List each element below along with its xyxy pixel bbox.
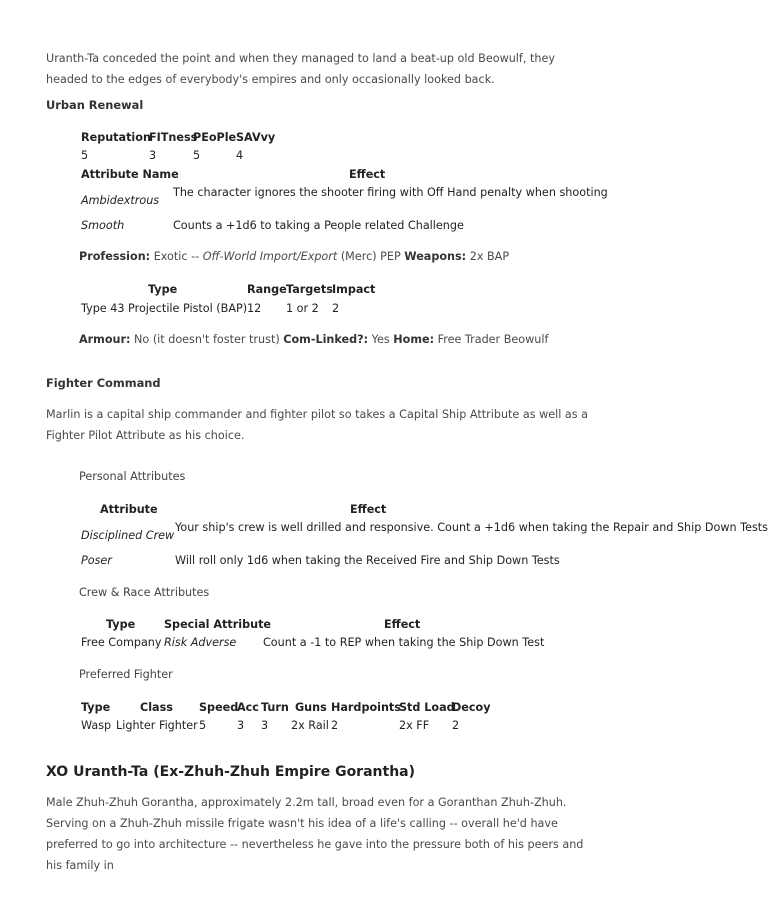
crew-race-heading: Crew & Race Attributes bbox=[79, 586, 210, 599]
personal-effect-poser: Will roll only 1d6 when taking the Received Fire and Ship Down Tests bbox=[175, 554, 560, 567]
weapon-targets: 1 or 2 bbox=[286, 302, 319, 315]
xo-heading: XO Uranth-Ta (Ex-Zhuh-Zhuh Empire Gorantha) bbox=[46, 764, 416, 780]
pref-header-hardpoints: Hardpoints bbox=[331, 701, 401, 714]
crew-header-special: Special Attribute bbox=[164, 618, 272, 631]
stat-header-people: PEoPle bbox=[193, 131, 237, 144]
personal-effect-disciplined-crew: Your ship's crew is well drilled and responsive. Count a +1d6 when taking the Repair and Ship Down Tests bbox=[175, 521, 768, 534]
pref-header-std-load: Std Load bbox=[399, 701, 455, 714]
stat-value-fitness: 3 bbox=[149, 149, 157, 162]
weapon-header-impact: Impact bbox=[332, 283, 376, 296]
stat-value-reputation: 5 bbox=[81, 149, 89, 162]
crew-effect: Count a -1 to REP when taking the Ship Down Test bbox=[263, 636, 545, 649]
stat-header-reputation: Reputation bbox=[81, 131, 151, 144]
profession-value: Exotic -- bbox=[153, 250, 200, 263]
personal-header-effect: Effect bbox=[350, 503, 387, 516]
pref-hardpoints: 2 bbox=[331, 719, 339, 732]
fighter-command-heading: Fighter Command bbox=[46, 376, 161, 390]
pref-header-acc: Acc bbox=[237, 701, 259, 714]
stat-header-savvy: SAVvy bbox=[236, 131, 276, 144]
attr-header-effect: Effect bbox=[349, 168, 386, 181]
pref-header-class: Class bbox=[140, 701, 173, 714]
stat-value-people: 5 bbox=[193, 149, 201, 162]
weapon-type: Type 43 Projectile Pistol (BAP) bbox=[81, 302, 248, 315]
weapon-impact: 2 bbox=[332, 302, 340, 315]
weapons-value: 2x BAP bbox=[469, 250, 510, 263]
intro-paragraph: Uranth-Ta conceded the point and when they managed to land a beat-up old Beowulf, they headed to the edges of everybody's empires and only occasionally looked back. bbox=[46, 52, 555, 86]
pref-decoy: 2 bbox=[452, 719, 460, 732]
comlinked-value: Yes bbox=[371, 333, 390, 346]
crew-header-effect: Effect bbox=[384, 618, 421, 631]
stat-header-fitness: FITness bbox=[149, 131, 198, 144]
personal-header-attribute: Attribute bbox=[100, 503, 158, 516]
profession-italic: Off-World Import/Export bbox=[202, 250, 338, 263]
pref-header-type: Type bbox=[81, 701, 111, 714]
profession-line bbox=[79, 250, 509, 263]
fighter-paragraph: Marlin is a capital ship commander and fighter pilot so takes a Capital Ship Attribute as well as a Fighter Pilot Attribute as his choice. bbox=[46, 408, 589, 442]
xo-paragraph: Male Zhuh-Zhuh Gorantha, approximately 2.2m tall, broad even for a Goranthan Zhuh-Zhuh. Serving on a Zhuh-Zhuh missile frigate wasn't his idea of a life's calling -- overall he'd have preferred to go into architecture -- nevertheless he gave into the pressure both of his peers and his family in bbox=[46, 796, 584, 872]
pref-acc: 3 bbox=[237, 719, 245, 732]
pref-class: Lighter Fighter bbox=[116, 719, 198, 732]
pref-turn: 3 bbox=[261, 719, 269, 732]
pref-header-speed: Speed bbox=[199, 701, 239, 714]
profession-rest: (Merc) PEP bbox=[340, 250, 401, 263]
home-value: Free Trader Beowulf bbox=[437, 333, 549, 346]
personal-name-poser: Poser bbox=[81, 554, 112, 567]
crew-header-type: Type bbox=[106, 618, 136, 631]
weapons-label: Weapons: bbox=[404, 250, 467, 263]
pref-std-load: 2x FF bbox=[399, 719, 430, 732]
pref-speed: 5 bbox=[199, 719, 207, 732]
pref-header-turn: Turn bbox=[261, 701, 289, 714]
comlinked-label: Com-Linked?: bbox=[283, 333, 369, 346]
pref-guns: 2x Rail bbox=[291, 719, 329, 732]
armour-value: No (it doesn't foster trust) bbox=[134, 333, 280, 346]
home-label: Home: bbox=[393, 333, 435, 346]
attr-header-name: Attribute Name bbox=[81, 168, 179, 181]
pref-header-guns: Guns bbox=[295, 701, 327, 714]
armour-label: Armour: bbox=[79, 333, 131, 346]
stat-value-savvy: 4 bbox=[236, 149, 244, 162]
urban-renewal-heading: Urban Renewal bbox=[46, 98, 144, 112]
profession-label: Profession: bbox=[79, 250, 151, 263]
attr-effect-ambidextrous: The character ignores the shooter firing with Off Hand penalty when shooting bbox=[173, 186, 608, 199]
personal-name-disciplined-crew: Disciplined Crew bbox=[81, 529, 175, 542]
pref-header-decoy: Decoy bbox=[452, 701, 491, 714]
weapon-header-targets: Targets bbox=[286, 283, 333, 296]
crew-special: Risk Adverse bbox=[164, 636, 237, 649]
weapon-header-range: Range bbox=[247, 283, 287, 296]
attr-name-ambidextrous: Ambidextrous bbox=[81, 194, 160, 207]
armour-line bbox=[79, 333, 548, 346]
weapon-range: 12 bbox=[247, 302, 262, 315]
attr-effect-smooth: Counts a +1d6 to taking a People related Challenge bbox=[173, 219, 464, 232]
personal-attributes-heading: Personal Attributes bbox=[79, 470, 186, 483]
weapon-header-type: Type bbox=[148, 283, 178, 296]
crew-type: Free Company bbox=[81, 636, 162, 649]
attr-name-smooth: Smooth bbox=[81, 219, 125, 232]
preferred-fighter-heading: Preferred Fighter bbox=[79, 668, 173, 681]
pref-type: Wasp bbox=[81, 719, 112, 732]
